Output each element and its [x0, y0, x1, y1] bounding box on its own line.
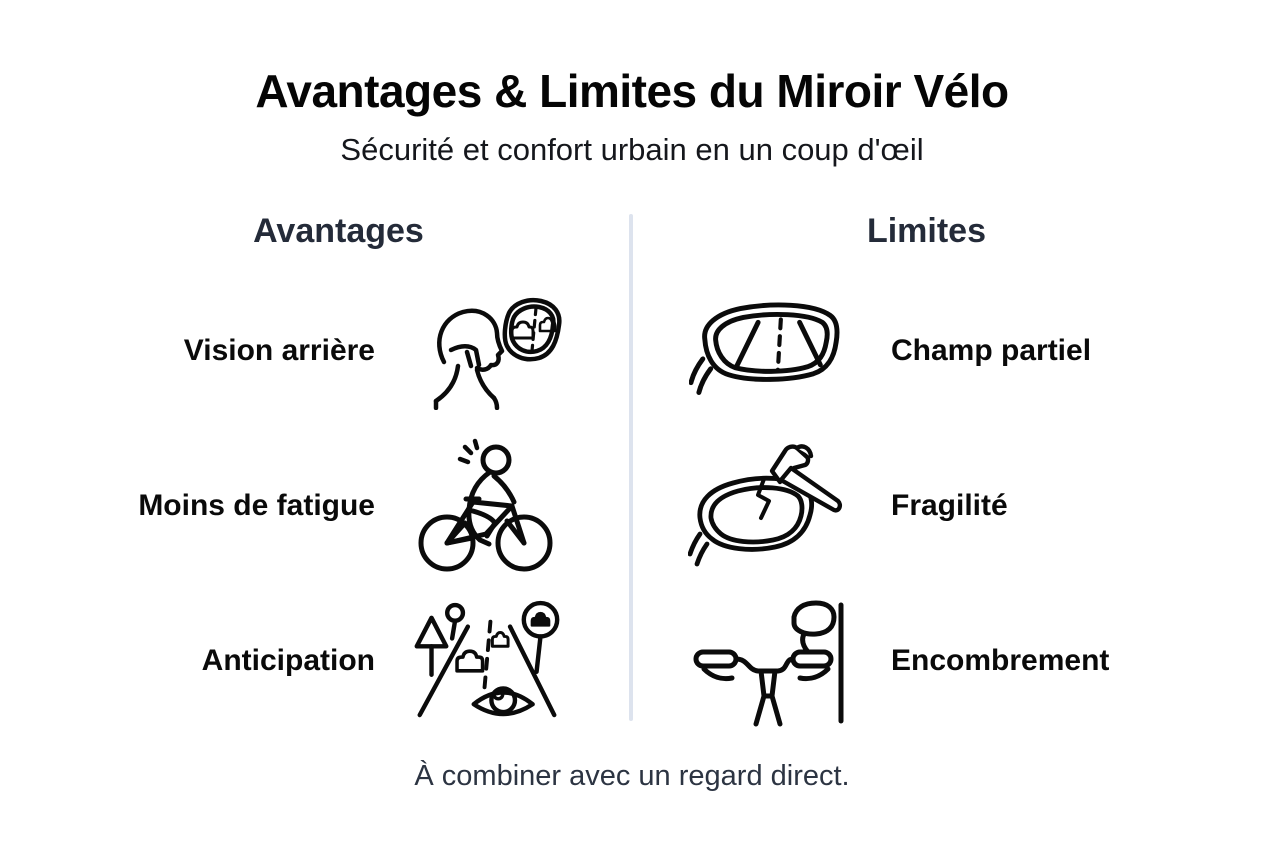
row-vision-arriere [0, 273, 629, 428]
row-fragilite [633, 428, 1264, 583]
row-label: Vision arrière [183, 333, 375, 367]
row-champ-partiel [633, 273, 1264, 428]
row-label: Anticipation [201, 643, 375, 677]
row-anticipation [0, 583, 629, 738]
partial-view-mirror-icon [687, 281, 849, 421]
broken-mirror-hammer-icon [687, 436, 849, 576]
cyclist-icon [405, 436, 567, 576]
row-encombrement [633, 583, 1264, 738]
limits-header: Limites [866, 212, 987, 250]
limits-column [633, 208, 1264, 728]
page-title: Avantages & Limites du Miroir Vélo [255, 65, 1009, 117]
page-subtitle: Sécurité et confort urbain en un coup d'œil [340, 132, 924, 167]
row-label: Fragilité [891, 488, 1008, 522]
road-eye-icon [405, 591, 567, 731]
row-label: Encombrement [891, 643, 1110, 677]
advantages-column [0, 208, 629, 728]
row-label: Champ partiel [891, 333, 1092, 367]
handlebar-wall-icon [687, 591, 849, 731]
row-label: Moins de fatigue [138, 488, 375, 522]
footer-note: À combiner avec un regard direct. [414, 760, 850, 792]
advantages-header: Avantages [253, 212, 424, 250]
rider-mirror-icon [405, 281, 567, 421]
row-moins-de-fatigue [0, 428, 629, 583]
